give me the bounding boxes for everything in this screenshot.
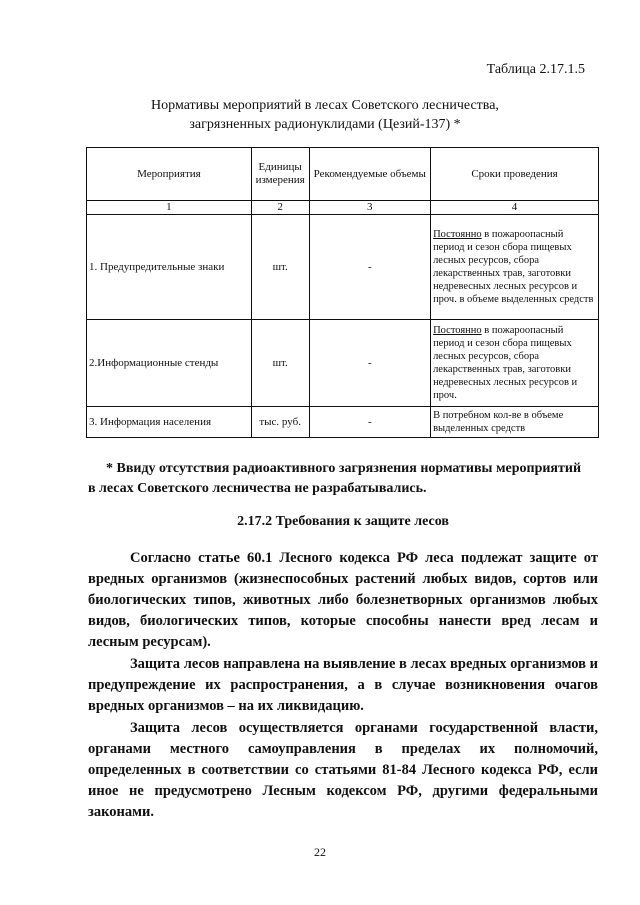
header-cell-when: Сроки проведения [431,148,599,201]
cell-unit: тыс. руб. [251,407,309,438]
norms-table [86,147,599,438]
header-cell-activity: Мероприятия [87,148,252,201]
cell-volume: - [309,407,431,438]
cell-when [431,407,599,438]
table-row [87,215,599,320]
cell-activity: 1. Предупредительные знаки [87,215,252,320]
cell-activity: 2.Информационные стенды [87,320,252,407]
header-cell-volume: Рекомендуемые объемы [309,148,431,201]
paragraph: Защита лесов осуществляется органами государственной власти, органами местного самоуправления в пределах их полномочий, определенных в соответствии со статьями 81-84 Лесного кодекса РФ, если иное не предусмотрено Лесным кодексом РФ, другими федеральными законами. [88,720,598,820]
cell-volume: - [309,320,431,407]
cell-when [431,215,599,320]
column-number: 1 [87,201,252,215]
column-number: 4 [431,201,599,215]
footnote-line2: в лесах Советского лесничества не разрабатывались. [88,481,427,496]
table-title [90,96,560,134]
section-heading: 2.17.2 Требования к защите лесов [237,514,449,529]
column-number-row [87,201,599,215]
paragraph: Согласно статье 60.1 Лесного кодекса РФ леса подлежат защите от вредных организмов (жизнеспособных растений любых видов, сортов или биологических типов, животных либо болезнетворных организмов любых видов, биологических типов, которые способны нанести вред лесам и лесным ресурсам). [88,550,598,650]
footnote-line1: * Ввиду отсутствия радиоактивного загрязнения нормативы мероприятий [106,461,582,476]
cell-volume: - [309,215,431,320]
table-row [87,407,599,438]
cell-when [431,320,599,407]
cell-when-text: в пожароопасный период и сезон сбора пищевых лесных ресурсов, сбора лекарственных трав, заготовки недревесных лесных ресурсов и проч. в объеме выделенных средств [433,229,594,305]
table-row [87,320,599,407]
table-title-line2: загрязненных радионуклидами (Цезий-137) * [189,117,461,132]
paragraph: Защита лесов направлена на выявление в лесах вредных организмов и предупреждение их распространения, а в случае возникновения очагов вредных организмов – на их ликвидацию. [88,656,598,714]
table-title-line1: Нормативы мероприятий в лесах Советского лесничества, [151,98,499,113]
cell-when-emphasis: Постоянно [433,229,482,240]
column-number: 2 [251,201,309,215]
header-cell-unit: Единицы измерения [251,148,309,201]
cell-when-emphasis: Постоянно [433,325,482,336]
footnote [88,459,598,499]
cell-unit: шт. [251,215,309,320]
cell-unit: шт. [251,320,309,407]
cell-when-text: в пожароопасный период и сезон сбора пищевых лесных ресурсов, сбора лекарственных трав, заготовки недревесных лесных ресурсов и проч. [433,325,578,401]
column-number: 3 [309,201,431,215]
cell-activity: 3. Информация населения [87,407,252,438]
cell-when-text: В потребном кол-ве в объеме выделенных средств [433,410,564,434]
table-number: Таблица 2.17.1.5 [486,62,585,77]
page-number: 22 [314,845,326,859]
body-text [88,548,598,824]
table-header-row [87,148,599,201]
